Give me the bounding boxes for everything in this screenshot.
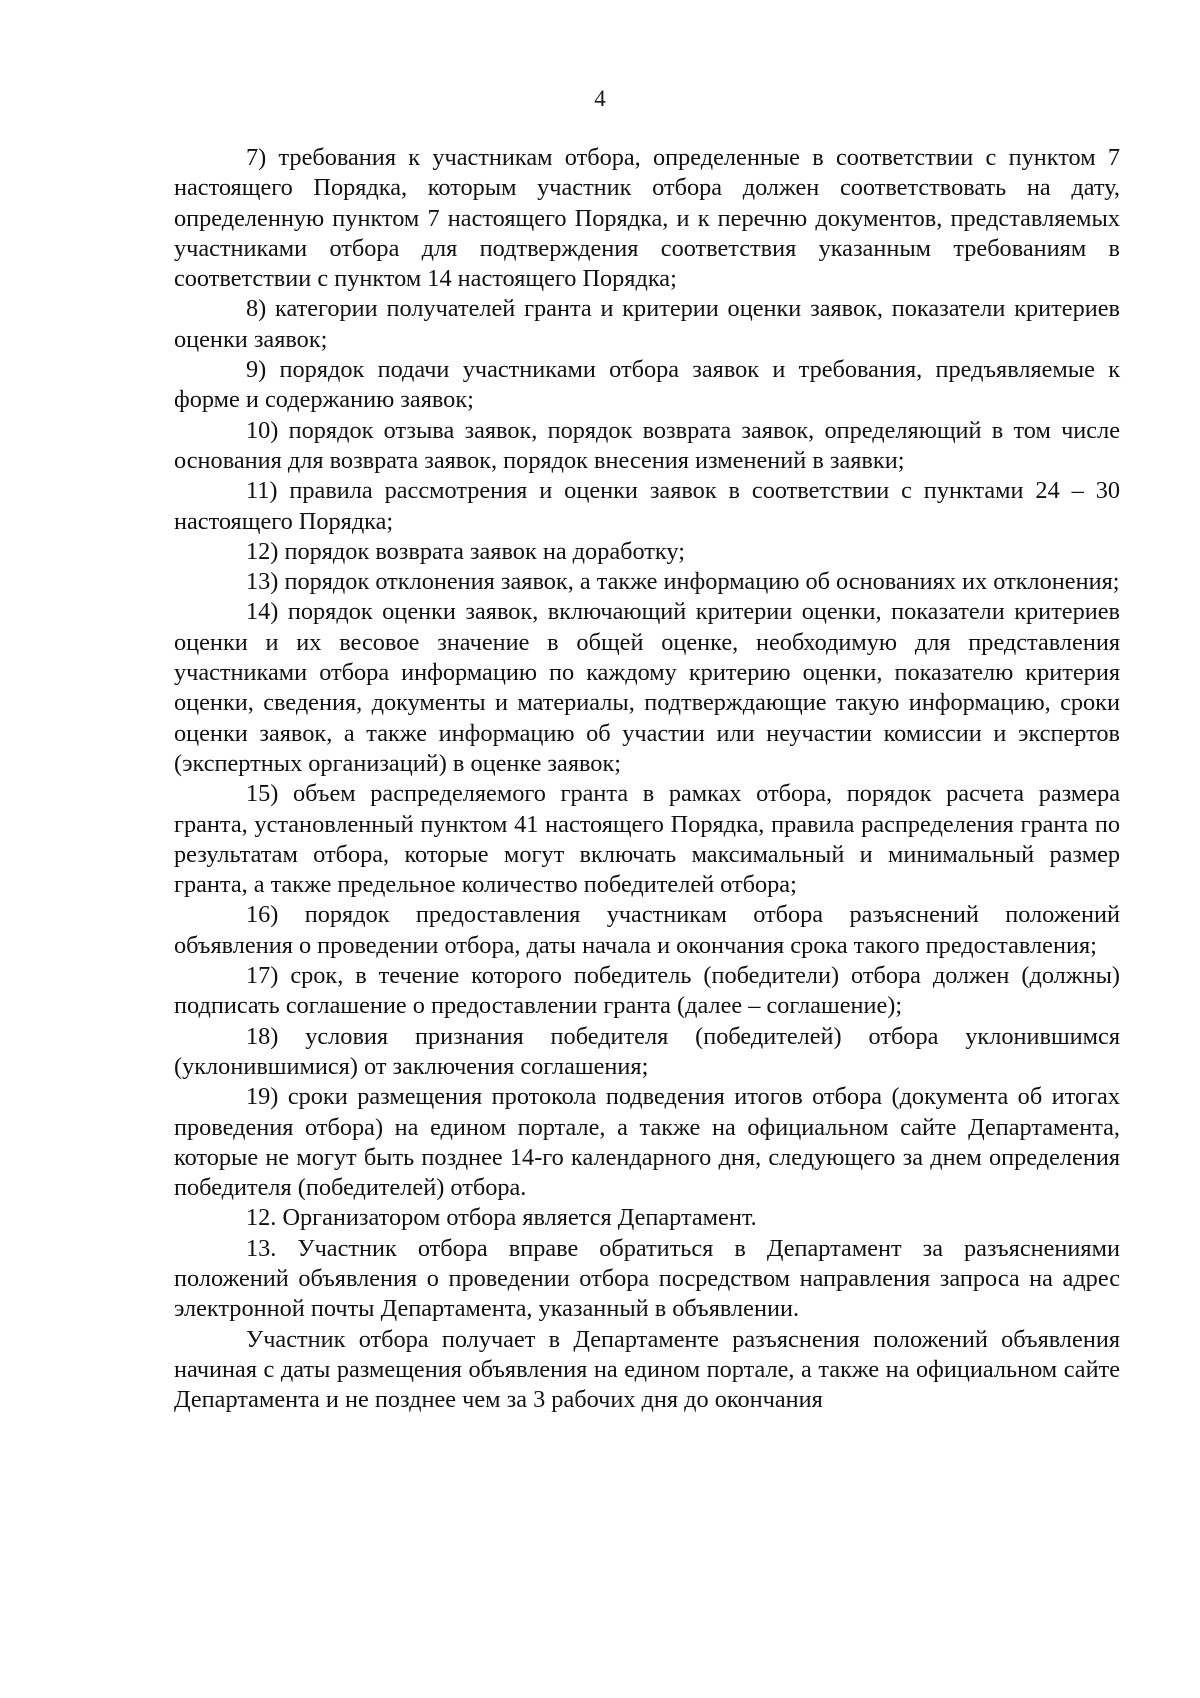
paragraph-item-17: 17) срок, в течение которого победитель (победители) отбора должен (должны) подписать соглашение о предоставлении гранта (далее – соглашение); [174,962,1120,1020]
paragraph-item-7: 7) требования к участникам отбора, определенные в соответствии с пунктом 7 настоящего Порядка, которым участник отбора должен соответствовать на дату, определенную пунктом 7 настоящего Порядка, и к перечню документов, представляемых участниками отбора для подтверждения соответствия указанным требованиям в соответствии с пунктом 14 настоящего Порядка; [174,144,1120,293]
paragraph-item-18: 18) условия признания победителя (победителей) отбора уклонившимся (уклонившимися) от заключения соглашения; [174,1022,1120,1080]
document-body [174,143,1120,1415]
clarification-paragraph: Участник отбора получает в Департаменте разъяснения положений объявления начиная с даты размещения объявления на едином портале, а также на официальном сайте Департамента и не позднее чем за 3 рабочих дня до окончания [174,1325,1120,1414]
page-number: 4 [594,86,606,111]
section-12-paragraph: 12. Организатором отбора является Департамент. [246,1204,757,1232]
paragraph-item-14: 14) порядок оценки заявок, включающий критерии оценки, показатели критериев оценки и их весовое значение в общей оценке, необходимую для представления участниками отбора информацию по каждому критерию оценки, показателю критерия оценки, сведения, документы и материалы, подтверждающие такую информацию, сроки оценки заявок, а также информацию об участии или неучастии комиссии и экспертов (экспертных организаций) в оценке заявок; [174,598,1120,777]
paragraph-item-19: 19) сроки размещения протокола подведения итогов отбора (документа об итогах проведения отбора) на едином портале, а также на официальном сайте Департамента, которые не могут быть позднее 14-го календарного дня, следующего за днем определения победителя (победителей) отбора. [174,1083,1120,1202]
paragraph-item-11: 11) правила рассмотрения и оценки заявок в соответствии с пунктами 24 – 30 настоящего Порядка; [174,477,1120,535]
section-13-paragraph: 13. Участник отбора вправе обратиться в Департамент за разъяснениями положений объявления о проведении отбора посредством направления запроса на адрес электронной почты Департамента, указанный в объявлении. [174,1234,1120,1323]
paragraph-item-10: 10) порядок отзыва заявок, порядок возврата заявок, определяющий в том числе основания для возврата заявок, порядок внесения изменений в заявки; [174,416,1120,474]
paragraph-item-9: 9) порядок подачи участниками отбора заявок и требования, предъявляемые к форме и содержанию заявок; [174,356,1120,414]
paragraph-item-16: 16) порядок предоставления участникам отбора разъяснений положений объявления о проведении отбора, даты начала и окончания срока такого предоставления; [174,901,1120,959]
paragraph-item-13: 13) порядок отклонения заявок, а также информацию об основаниях их отклонения; [246,568,1120,596]
paragraph-item-15: 15) объем распределяемого гранта в рамках отбора, порядок расчета размера гранта, установленный пунктом 41 настоящего Порядка, правила распределения гранта по результатам отбора, которые могут включать максимальный и минимальный размер гранта, а также предельное количество победителей отбора; [174,780,1120,899]
paragraph-item-8: 8) категории получателей гранта и критерии оценки заявок, показатели критериев оценки заявок; [174,295,1120,353]
paragraph-item-12: 12) порядок возврата заявок на доработку; [246,537,685,565]
